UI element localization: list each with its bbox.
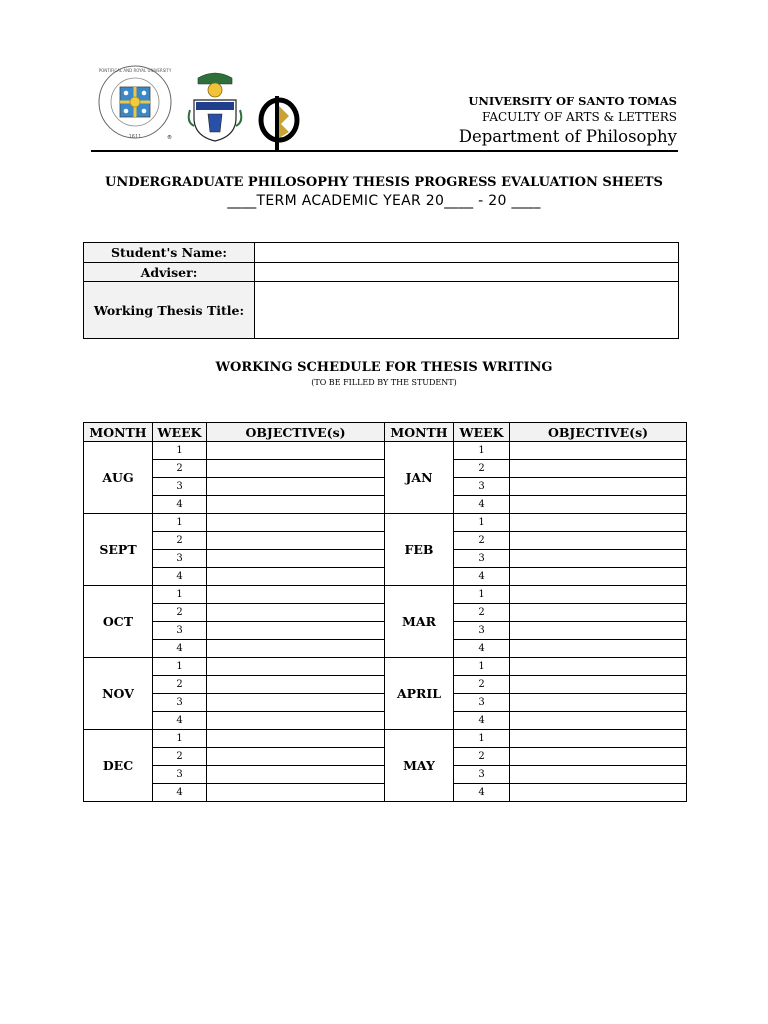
week-number: 2 (454, 676, 510, 694)
month-cell: JAN (385, 442, 454, 514)
week-number: 1 (454, 514, 510, 532)
week-number: 3 (454, 478, 510, 496)
header-month: MONTH (84, 423, 153, 442)
week-number: 4 (454, 712, 510, 730)
objective-field[interactable] (207, 784, 385, 802)
month-cell: FEB (385, 514, 454, 586)
objective-field[interactable] (510, 676, 687, 694)
schedule-row (84, 442, 687, 460)
week-number: 4 (454, 568, 510, 586)
week-number: 1 (454, 730, 510, 748)
schedule-subtitle: (TO BE FILLED BY THE STUDENT) (311, 378, 457, 387)
week-number: 4 (153, 640, 207, 658)
objective-field[interactable] (207, 586, 385, 604)
month-cell: SEPT (84, 514, 153, 586)
objective-field[interactable] (207, 532, 385, 550)
adviser-field[interactable] (255, 263, 679, 282)
ust-seal-logo (96, 63, 174, 141)
student-name-label: Student's Name: (84, 243, 255, 263)
objective-field[interactable] (510, 766, 687, 784)
objective-field[interactable] (510, 568, 687, 586)
header-objectives: OBJECTIVE(s) (510, 423, 687, 442)
objective-field[interactable] (207, 604, 385, 622)
month-cell: OCT (84, 586, 153, 658)
objective-field[interactable] (510, 694, 687, 712)
week-number: 2 (454, 532, 510, 550)
week-number: 2 (153, 460, 207, 478)
objective-field[interactable] (510, 748, 687, 766)
week-number: 1 (454, 658, 510, 676)
objective-field[interactable] (207, 640, 385, 658)
objective-field[interactable] (207, 676, 385, 694)
week-number: 4 (153, 496, 207, 514)
week-number: 1 (153, 514, 207, 532)
objective-field[interactable] (510, 532, 687, 550)
week-number: 3 (153, 622, 207, 640)
objective-field[interactable] (510, 640, 687, 658)
week-number: 2 (454, 460, 510, 478)
svg-text:1611: 1611 (128, 134, 142, 140)
week-number: 4 (454, 496, 510, 514)
header-divider (91, 150, 678, 152)
week-number: 1 (454, 442, 510, 460)
objective-field[interactable] (510, 712, 687, 730)
objective-field[interactable] (207, 460, 385, 478)
week-number: 1 (454, 586, 510, 604)
header-week: WEEK (153, 423, 207, 442)
week-number: 2 (454, 748, 510, 766)
week-number: 3 (153, 478, 207, 496)
objective-field[interactable] (510, 478, 687, 496)
week-number: 3 (454, 694, 510, 712)
objective-field[interactable] (510, 730, 687, 748)
thesis-title-label: Working Thesis Title: (84, 282, 255, 339)
week-number: 3 (153, 694, 207, 712)
objective-field[interactable] (510, 784, 687, 802)
month-cell: MAR (385, 586, 454, 658)
thesis-title-field[interactable] (255, 282, 679, 339)
week-number: 1 (153, 730, 207, 748)
objective-field[interactable] (510, 604, 687, 622)
objective-field[interactable] (510, 496, 687, 514)
objective-field[interactable] (207, 694, 385, 712)
schedule-title: WORKING SCHEDULE FOR THESIS WRITING (215, 360, 553, 375)
week-number: 4 (454, 784, 510, 802)
schedule-row (84, 730, 687, 748)
week-number: 1 (153, 658, 207, 676)
month-cell: AUG (84, 442, 153, 514)
month-cell: DEC (84, 730, 153, 802)
document-title: UNDERGRADUATE PHILOSOPHY THESIS PROGRESS EVALUATION SHEETS (105, 175, 663, 190)
week-number: 3 (454, 622, 510, 640)
week-number: 4 (153, 784, 207, 802)
svg-text:PONTIFICAL AND ROYAL UNIVERSIT: PONTIFICAL AND ROYAL UNIVERSITY (98, 68, 172, 73)
schedule-row (84, 658, 687, 676)
objective-field[interactable] (207, 496, 385, 514)
objective-field[interactable] (510, 622, 687, 640)
header-week: WEEK (454, 423, 510, 442)
faculty-name: FACULTY OF ARTS & LETTERS (482, 110, 677, 124)
week-number: 1 (153, 586, 207, 604)
schedule-row (84, 514, 687, 532)
objective-field[interactable] (207, 730, 385, 748)
objective-field[interactable] (510, 550, 687, 568)
objective-field[interactable] (207, 766, 385, 784)
objective-field[interactable] (510, 586, 687, 604)
faculty-crest-logo (186, 70, 244, 142)
week-number: 2 (153, 604, 207, 622)
objective-field[interactable] (207, 658, 385, 676)
adviser-label: Adviser: (84, 263, 255, 282)
month-cell: MAY (385, 730, 454, 802)
schedule-table (83, 422, 687, 802)
month-cell: NOV (84, 658, 153, 730)
week-number: 3 (153, 550, 207, 568)
week-number: 2 (454, 604, 510, 622)
schedule-body (84, 442, 687, 802)
week-number: 3 (454, 766, 510, 784)
week-number: 2 (153, 676, 207, 694)
student-name-field[interactable] (255, 243, 679, 263)
objective-field[interactable] (207, 442, 385, 460)
academic-year-line: ____TERM ACADEMIC YEAR 20____ - 20 ____ (227, 193, 541, 209)
week-number: 3 (454, 550, 510, 568)
objective-field[interactable] (207, 568, 385, 586)
objective-field[interactable] (510, 460, 687, 478)
objective-field[interactable] (510, 658, 687, 676)
objective-field[interactable] (207, 550, 385, 568)
objective-field[interactable] (207, 622, 385, 640)
week-number: 3 (153, 766, 207, 784)
week-number: 4 (153, 568, 207, 586)
objective-field[interactable] (207, 712, 385, 730)
objective-field[interactable] (207, 478, 385, 496)
student-info-table (83, 242, 679, 339)
week-number: 4 (153, 712, 207, 730)
university-name: UNIVERSITY OF SANTO TOMAS (468, 94, 677, 108)
week-number: 4 (454, 640, 510, 658)
week-number: 1 (153, 442, 207, 460)
week-number: 2 (153, 532, 207, 550)
philosophy-phi-logo (255, 94, 303, 152)
department-name: Department of Philosophy (458, 127, 677, 146)
svg-text:®: ® (167, 135, 172, 141)
month-cell: APRIL (385, 658, 454, 730)
header-objectives: OBJECTIVE(s) (207, 423, 385, 442)
week-number: 2 (153, 748, 207, 766)
header-month: MONTH (385, 423, 454, 442)
objective-field[interactable] (510, 442, 687, 460)
objective-field[interactable] (207, 514, 385, 532)
schedule-row (84, 586, 687, 604)
objective-field[interactable] (207, 748, 385, 766)
objective-field[interactable] (510, 514, 687, 532)
